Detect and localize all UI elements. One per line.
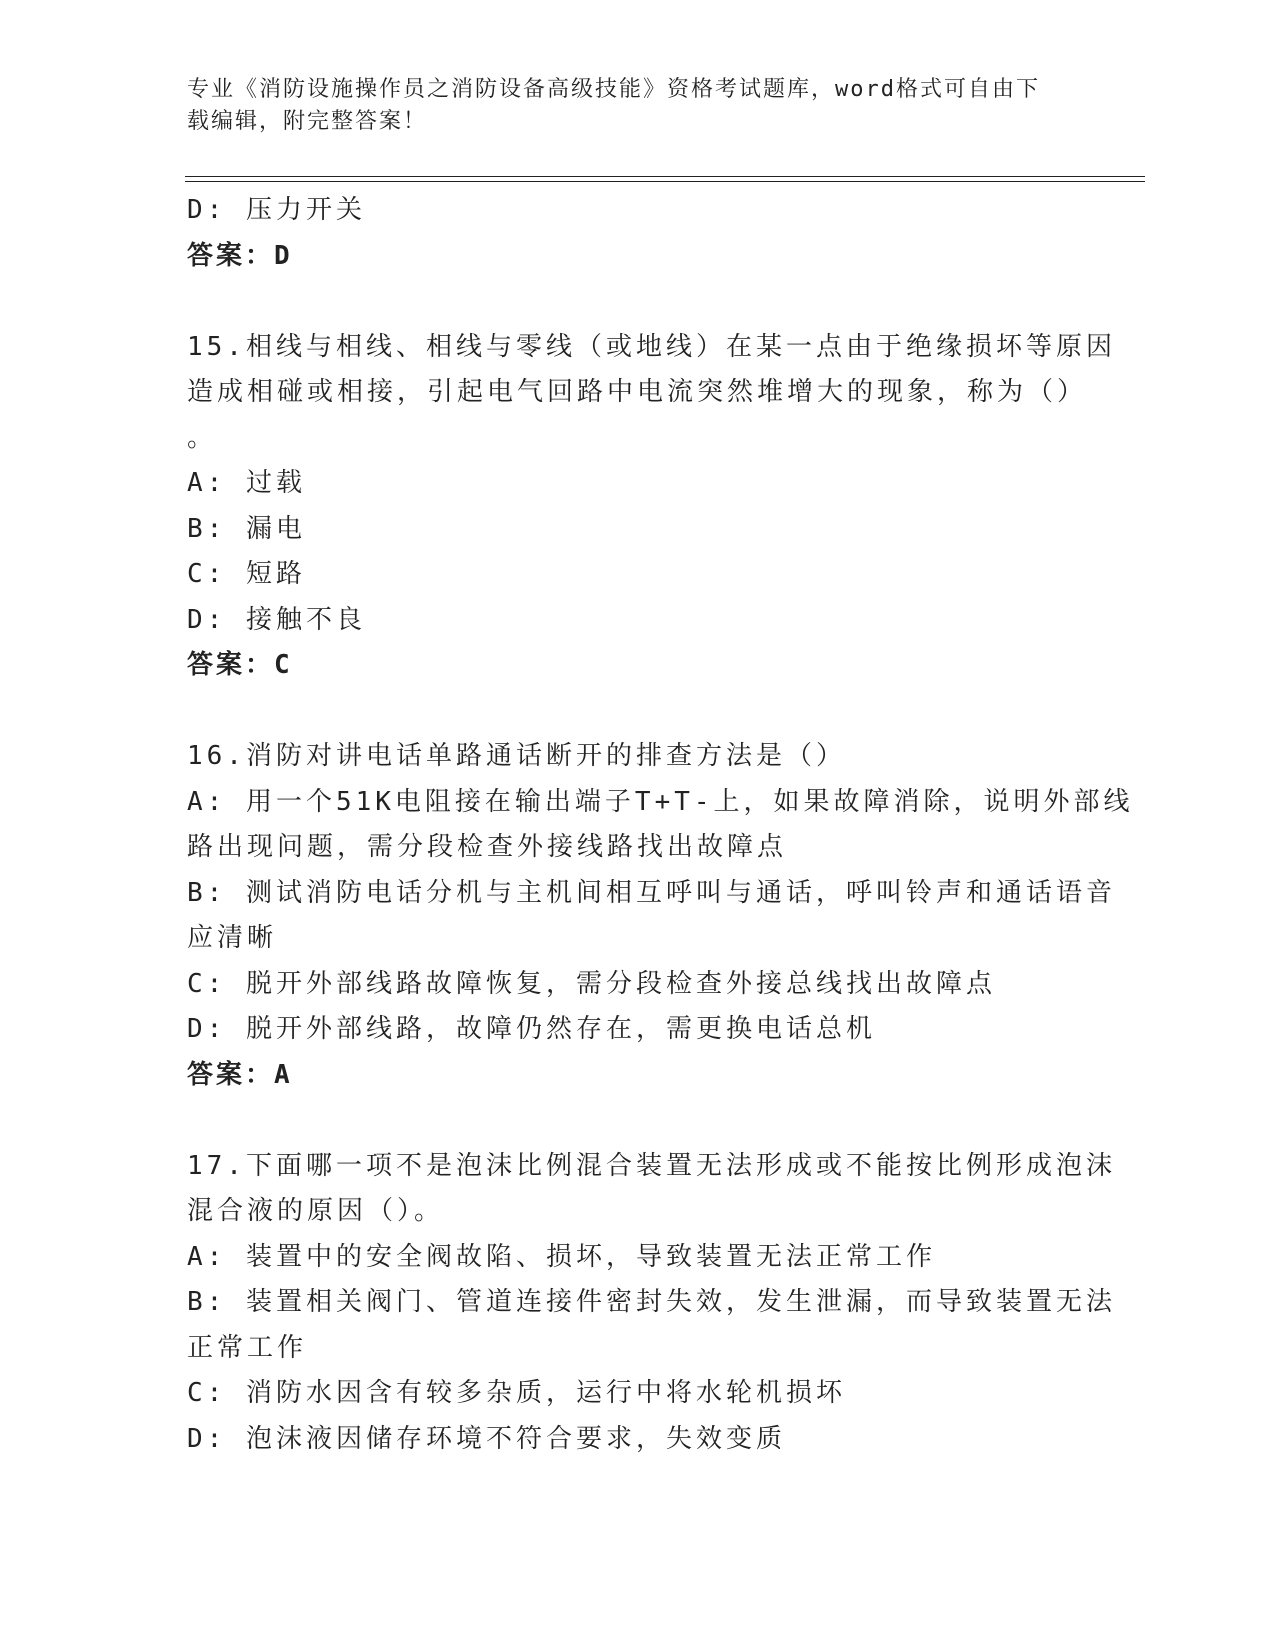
header-divider-top (185, 176, 1145, 177)
q15-option-c: C: 短路 (187, 559, 306, 589)
q17-option-b-line-2: 正常工作 (187, 1332, 308, 1363)
q17-option-c: C: 消防水因含有较多杂质，运行中将水轮机损坏 (187, 1378, 846, 1408)
header-line-2: 载编辑，附完整答案！ (187, 109, 428, 134)
prev-answer: 答案：D (187, 240, 293, 271)
spacer (187, 689, 1087, 735)
q16-option-a-line-2: 路出现问题，需分段检查外接线路找出故障点 (187, 832, 788, 862)
q17-option-a: A: 装置中的安全阀故陷、损坏，导致装置无法正常工作 (187, 1241, 936, 1272)
q16-option-a-line-1: A: 用一个51K电阻接在输出端子T+T-上，如果故障消除，说明外部线 (187, 786, 1134, 817)
q16-option-d: D: 脱开外部线路，故障仍然存在，需更换电话总机 (187, 1014, 876, 1044)
spacer (187, 279, 1087, 325)
q17-stem-line-1: 17.下面哪一项不是泡沫比例混合装置无法形成或不能按比例形成泡沫 (187, 1150, 1116, 1181)
q16-answer: 答案：A (187, 1059, 293, 1090)
question-content (187, 188, 1134, 1462)
q15-stem-line-2: 造成相碰或相接，引起电气回路中电流突然堆增大的现象，称为（） (187, 377, 1088, 407)
question-16 (187, 734, 1134, 1098)
spacer (187, 1098, 1087, 1144)
q16-option-c: C: 脱开外部线路故障恢复，需分段检查外接总线找出故障点 (187, 968, 996, 999)
q15-stem-line-1: 15.相线与相线、相线与零线（或地线）在某一点由于绝缘损坏等原因 (187, 331, 1116, 362)
q15-option-b: B: 漏电 (187, 513, 306, 544)
q15-answer: 答案：C (187, 650, 293, 680)
header-line-1: 专业《消防设施操作员之消防设备高级技能》资格考试题库，word格式可自由下 (187, 77, 1040, 102)
q16-stem-line-1: 16.消防对讲电话单路通话断开的排查方法是（） (187, 741, 846, 771)
q15-option-a: A: 过载 (187, 468, 306, 498)
q16-option-b-line-1: B: 测试消防电话分机与主机间相互呼叫与通话，呼叫铃声和通话语音 (187, 877, 1116, 908)
question-15 (187, 325, 1116, 689)
prev-option-d: D: 压力开关 (187, 195, 366, 225)
question-17 (187, 1144, 1116, 1463)
header-divider-bottom (185, 181, 1145, 182)
q17-stem-line-2: 混合液的原因（）。 (187, 1196, 445, 1226)
q15-option-d: D: 接触不良 (187, 604, 366, 635)
q16-option-b-line-2: 应清晰 (187, 923, 278, 953)
q17-option-d: D: 泡沫液因储存环境不符合要求，失效变质 (187, 1423, 786, 1454)
q15-stem-line-3: 。 (187, 422, 218, 453)
document-header (187, 74, 1077, 138)
q17-option-b-line-1: B: 装置相关阀门、管道连接件密封失效，发生泄漏，而导致装置无法 (187, 1287, 1116, 1317)
